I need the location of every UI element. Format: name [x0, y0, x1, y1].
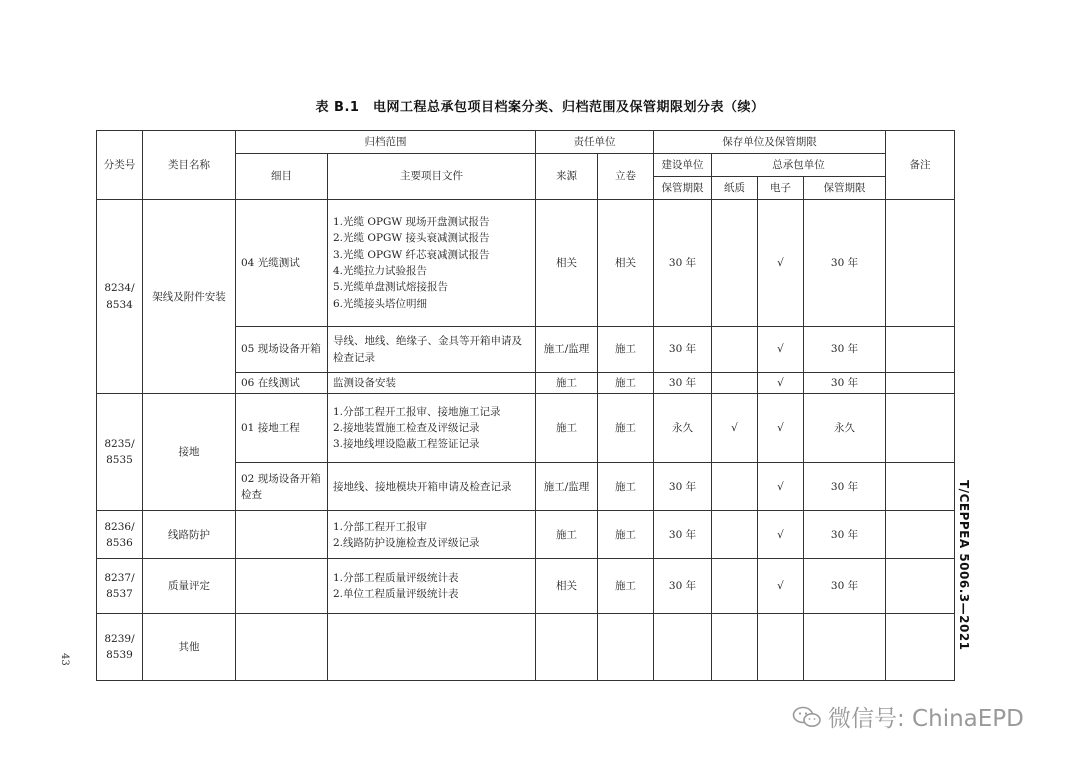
source-cell: 施工/监理 — [536, 463, 598, 511]
remark-cell — [886, 200, 955, 327]
source-cell: 施工 — [536, 373, 598, 394]
table-row — [97, 614, 955, 681]
category-name-cell: 其他 — [143, 614, 236, 681]
electronic-check-cell — [758, 614, 804, 681]
file-list — [333, 570, 530, 603]
owner-period-cell: 30 年 — [654, 463, 712, 511]
header-keep: 保存单位及保管期限 — [654, 131, 886, 154]
main-files-cell — [328, 394, 536, 463]
source-cell: 施工 — [536, 511, 598, 559]
paper-check-cell: √ — [712, 394, 758, 463]
detail-cell: 01 接地工程 — [236, 394, 328, 463]
header-remark: 备注 — [886, 131, 955, 200]
header-electronic: 电子 — [758, 177, 804, 200]
paper-check-cell — [712, 614, 758, 681]
table-row — [97, 511, 955, 559]
archive-classification-table — [96, 130, 955, 681]
filing-cell: 施工 — [598, 463, 654, 511]
file-item: 4.光缆拉力试验报告 — [333, 265, 428, 277]
filing-cell: 施工 — [598, 373, 654, 394]
electronic-check-cell: √ — [758, 463, 804, 511]
watermark — [792, 700, 1024, 733]
watermark-text: 微信号: ChinaEPD — [828, 706, 1024, 732]
class-code-cell: 8237/ 8537 — [97, 559, 143, 614]
wechat-icon — [792, 705, 822, 729]
file-item: 导线、地线、绝缘子、金具等开箱申请及检查记录 — [333, 335, 522, 364]
electronic-check-cell: √ — [758, 394, 804, 463]
remark-cell — [886, 511, 955, 559]
file-item: 2.接地装置施工检查及评级记录 — [333, 422, 480, 435]
electronic-check-cell: √ — [758, 373, 804, 394]
source-cell: 相关 — [536, 200, 598, 327]
owner-period-cell: 30 年 — [654, 327, 712, 373]
owner-period-cell: 30 年 — [654, 511, 712, 559]
header-responsible: 责任单位 — [536, 131, 654, 154]
electronic-check-cell: √ — [758, 327, 804, 373]
paper-check-cell — [712, 463, 758, 511]
paper-check-cell — [712, 200, 758, 327]
file-item: 3.接地线埋设隐蔽工程签证记录 — [333, 438, 480, 451]
filing-cell: 施工 — [598, 327, 654, 373]
detail-cell — [236, 559, 328, 614]
header-owner-period: 保管期限 — [654, 177, 712, 200]
header-contractor-period: 保管期限 — [804, 177, 886, 200]
category-name-cell: 质量评定 — [143, 559, 236, 614]
main-files-cell — [328, 327, 536, 373]
paper-check-cell — [712, 327, 758, 373]
electronic-check-cell: √ — [758, 511, 804, 559]
filing-cell: 相关 — [598, 200, 654, 327]
owner-period-cell — [654, 614, 712, 681]
file-item: 6.光缆接头塔位明细 — [333, 297, 428, 310]
paper-check-cell — [712, 373, 758, 394]
contractor-period-cell: 30 年 — [804, 463, 886, 511]
detail-cell: 02 现场设备开箱检查 — [236, 463, 328, 511]
table-row — [97, 559, 955, 614]
header-main-files: 主要项目文件 — [328, 154, 536, 200]
main-files-cell — [328, 200, 536, 327]
contractor-period-cell: 永久 — [804, 394, 886, 463]
header-source: 来源 — [536, 154, 598, 200]
standard-code: T/CEPPEA 5006.3—2021 — [957, 480, 971, 651]
page-number: 43 — [59, 653, 70, 666]
remark-cell — [886, 614, 955, 681]
header-filing: 立卷 — [598, 154, 654, 200]
remark-cell — [886, 559, 955, 614]
table-row — [97, 200, 955, 327]
detail-cell: 06 在线测试 — [236, 373, 328, 394]
file-item: 1.分部工程质量评级统计表 — [333, 572, 459, 584]
contractor-period-cell — [804, 614, 886, 681]
remark-cell — [886, 463, 955, 511]
electronic-check-cell: √ — [758, 200, 804, 327]
main-files-cell — [328, 373, 536, 394]
file-item: 1.分部工程开工报审、接地施工记录 — [333, 405, 501, 418]
source-cell: 施工 — [536, 394, 598, 463]
contractor-period-cell: 30 年 — [804, 559, 886, 614]
file-item: 2.光缆 OPGW 接头衰减测试报告 — [333, 232, 490, 245]
paper-check-cell — [712, 511, 758, 559]
paper-check-cell — [712, 559, 758, 614]
file-item: 5.光缆单盘测试熔接报告 — [333, 281, 449, 294]
remark-cell — [886, 327, 955, 373]
contractor-period-cell: 30 年 — [804, 327, 886, 373]
file-item: 2.单位工程质量评级统计表 — [333, 588, 459, 601]
main-files-cell — [328, 463, 536, 511]
header-scope: 归档范围 — [236, 131, 536, 154]
file-item: 1.光缆 OPGW 现场开盘测试报告 — [333, 216, 490, 229]
file-list — [333, 519, 530, 552]
file-item: 监测设备安装 — [333, 377, 396, 389]
category-name-cell: 接地 — [143, 394, 236, 511]
contractor-period-cell: 30 年 — [804, 373, 886, 394]
main-files-cell — [328, 614, 536, 681]
source-cell: 相关 — [536, 559, 598, 614]
owner-period-cell: 30 年 — [654, 373, 712, 394]
detail-cell: 04 光缆测试 — [236, 200, 328, 327]
class-code-cell: 8236/ 8536 — [97, 511, 143, 559]
header-detail: 细目 — [236, 154, 328, 200]
header-paper: 纸质 — [712, 177, 758, 200]
header-code: 分类号 — [97, 131, 143, 200]
remark-cell — [886, 373, 955, 394]
class-code-cell: 8239/ 8539 — [97, 614, 143, 681]
owner-period-cell: 永久 — [654, 394, 712, 463]
header-category: 类目名称 — [143, 131, 236, 200]
filing-cell: 施工 — [598, 559, 654, 614]
header-contractor: 总承包单位 — [712, 154, 886, 177]
main-files-cell — [328, 511, 536, 559]
file-item: 2.线路防护设施检查及评级记录 — [333, 536, 480, 549]
owner-period-cell: 30 年 — [654, 200, 712, 327]
table-body — [97, 200, 955, 681]
contractor-period-cell: 30 年 — [804, 200, 886, 327]
table-row — [97, 394, 955, 463]
electronic-check-cell: √ — [758, 559, 804, 614]
filing-cell — [598, 614, 654, 681]
table-title: 表 B.1 电网工程总承包项目档案分类、归档范围及保管期限划分表（续） — [315, 100, 765, 115]
remark-cell — [886, 394, 955, 463]
file-item: 1.分部工程开工报审 — [333, 520, 428, 533]
file-list — [333, 214, 530, 312]
class-code-cell: 8235/ 8535 — [97, 394, 143, 511]
category-name-cell: 线路防护 — [143, 511, 236, 559]
main-files-cell — [328, 559, 536, 614]
filing-cell: 施工 — [598, 511, 654, 559]
source-cell — [536, 614, 598, 681]
source-cell: 施工/监理 — [536, 327, 598, 373]
detail-cell — [236, 614, 328, 681]
owner-period-cell: 30 年 — [654, 559, 712, 614]
contractor-period-cell: 30 年 — [804, 511, 886, 559]
file-item: 接地线、接地模块开箱申请及检查记录 — [333, 480, 512, 493]
detail-cell — [236, 511, 328, 559]
filing-cell: 施工 — [598, 394, 654, 463]
class-code-cell: 8234/ 8534 — [97, 200, 143, 394]
category-name-cell: 架线及附件安装 — [143, 200, 236, 394]
header-owner: 建设单位 — [654, 154, 712, 177]
file-item: 3.光缆 OPGW 纤芯衰减测试报告 — [333, 248, 490, 261]
file-list — [333, 404, 530, 453]
detail-cell: 05 现场设备开箱 — [236, 327, 328, 373]
